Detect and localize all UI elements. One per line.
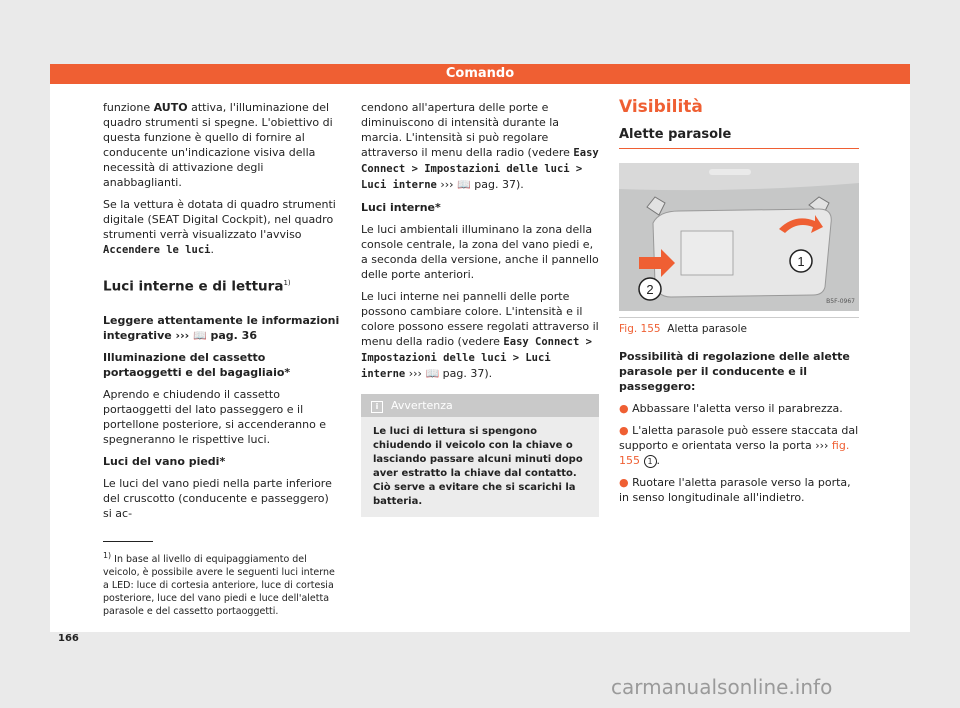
paragraph: Le luci interne nei pannelli delle porte possono cambiare colore. L'intensità e il colore possono essere regolati attraverso il menu della radio (vedere Easy Connect > Impostazioni delle luci > Luci interne ››› 📖 pag. 37).	[361, 290, 599, 380]
paragraph: Le luci ambientali illuminano la zona della console centrale, la zona del vano piedi e, a seconda della versione, anche il pannello delle porte anteriori.	[361, 223, 599, 281]
book-icon: 📖	[457, 178, 471, 191]
figure-callout-1: 1	[797, 254, 805, 269]
paragraph: funzione AUTO attiva, l'illuminazione del quadro strumenti si spegne. L'obiettivo di questa funzione è quello di fornire al conducente un'indicazione visiva della necessità di attivazione degli anabbaglianti.	[103, 101, 333, 189]
sun-visor-illustration	[619, 163, 859, 311]
auto-label: AUTO	[153, 101, 188, 114]
bullet-item: ● Ruotare l'aletta parasole verso la porta, in senso longitudinale all'indietro.	[619, 476, 851, 504]
column-3	[619, 97, 859, 512]
bullet-icon: ●	[619, 476, 629, 489]
intro-text: Possibilità di regolazione delle alette parasole per il conducente e il passeggero:	[619, 350, 850, 393]
warning-text: Le luci di lettura si spengono chiudendo il veicolo con la chiave o lasciando passare alcuni minuti dopo aver estratto la chiave dal contatto. Ciò serve a evitare che si scarichi la batteria.	[373, 426, 583, 507]
sun-visor-figure	[619, 163, 859, 311]
footnote-divider	[103, 541, 153, 542]
paragraph: Aprendo e chiudendo il cassetto portaoggetti del lato passeggero e il portellone posteriore, si accenderanno e spegneranno le rispettive luci.	[103, 387, 327, 446]
bullet-icon: ●	[619, 424, 629, 437]
page-number: 166	[58, 633, 79, 644]
warning-header: i Avvertenza	[361, 394, 599, 417]
paragraph: Se la vettura è dotata di quadro strumenti digitale (SEAT Digital Cockpit), nel quadro strumenti verrà visualizzato l'avviso Accendere le luci.	[103, 198, 336, 256]
watermark: carmanualsonline.info	[611, 675, 833, 699]
display-message: Accendere le luci	[103, 244, 211, 256]
info-icon: i	[371, 401, 383, 413]
footnote: $^{1)}$ In base al livello di equipaggiamento del veicolo, è possibile avere le seguenti luci interne a LED: luce di cortesia anteriore, luce di cortesia posteriore, luce del vano piedi e luce dell'aletta parasole e del cassetto portaoggetti.	[103, 551, 335, 618]
paragraph: Le luci del vano piedi nella parte inferiore del cruscotto (conducente e passeggero) si ac-	[103, 476, 332, 520]
callout-ref: 1	[644, 455, 657, 468]
subheading-piedi: Luci del vano piedi*	[103, 454, 226, 468]
column-1	[103, 100, 341, 528]
warning-box	[361, 394, 599, 517]
section-header: Comando	[50, 64, 910, 84]
heading-visibilita: Visibilità	[619, 97, 703, 117]
bullet-icon: ●	[619, 402, 629, 415]
bullet-item: ● Abbassare l'aletta verso il parabrezza.	[619, 402, 843, 415]
paragraph: cendono all'apertura delle porte e diminuiscono di intensità durante la marcia. L'intensità si può regolare attraverso il menu della radio (vedere Easy Connect > Impostazioni delle luci > Luci interne ››› 📖 pag. 37).	[361, 101, 599, 191]
figure-caption: Fig. 155 Aletta parasole	[619, 317, 859, 337]
heading-luci-interne: Luci interne e di lettura$^{1)}$	[103, 278, 291, 295]
read-note: Leggere attentamente le informazioni integrative ››› 📖 pag. 36	[103, 313, 340, 342]
figure-callout-2: 2	[646, 282, 654, 297]
bullet-item: ● L'aletta parasole può essere staccata dal supporto e orientata verso la porta ››› fig. 155 1 .	[619, 424, 859, 467]
subheading-cassetto: Illuminazione del cassetto portaoggetti e del bagagliaio*	[103, 350, 291, 379]
subheading-interne: Luci interne*	[361, 201, 441, 214]
menu-path: Easy Connect > Impostazioni delle luci > Luci interne	[361, 147, 599, 191]
figure-link[interactable]: fig. 155	[619, 439, 850, 467]
book-icon: 📖	[425, 367, 440, 380]
menu-path: Easy Connect > Impostazioni delle luci > Luci interne	[361, 336, 592, 380]
book-icon: 📖	[192, 328, 207, 342]
heading-alette-parasole: Alette parasole	[619, 127, 859, 149]
column-2	[361, 100, 599, 517]
figure-code: B5F-0967	[826, 298, 855, 305]
